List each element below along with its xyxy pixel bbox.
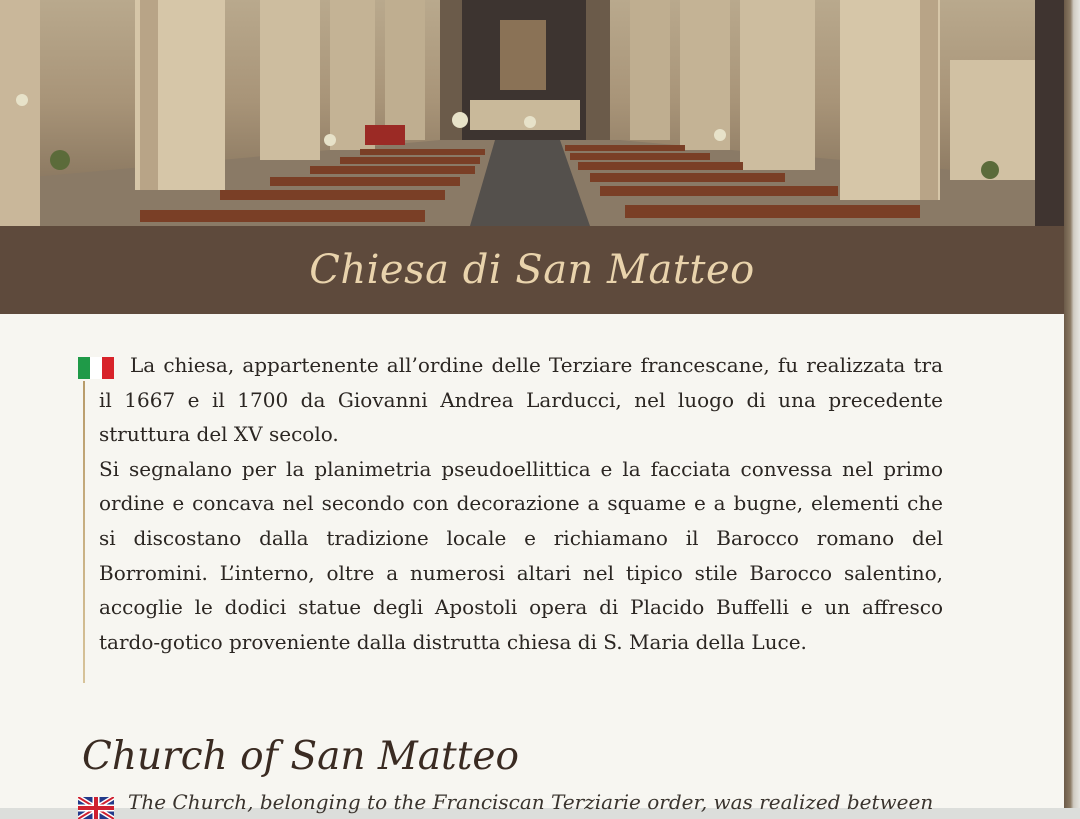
english-heading: Church of San Matteo [82,734,519,779]
church-interior-illustration [0,0,1064,226]
decorative-divider [83,381,85,683]
italian-description [99,348,943,659]
italian-paragraph-2: Si segnalano per la planimetria pseudoellittica e la facciata convessa nel primo ordine e concava nel secondo con decorazione a squame e a bugne, elementi che si discostano dalla tradizione locale e richiamano il Barocco romano del Borromini. L’interno, oltre a numerosi altari nel tipico stile Barocco salentino, accoglie le dodici statue degli Apostoli opera di Placido Buffelli e un affresco tardo-gotico proveniente dalla distrutta chiesa di S. Maria della Luce. [99,456,943,654]
uk-flag-icon [78,797,114,819]
binding-edge [1064,0,1080,808]
english-paragraph-start: The Church, belonging to the Franciscan Terziarie order, was realized between [128,790,934,814]
page-title: Chiesa di San Matteo [309,247,755,293]
church-interior-photo [0,0,1064,226]
title-band [0,226,1064,314]
italian-paragraph-1: La chiesa, appartenente all’ordine delle Terziare francescane, fu realizzata tra il 1667 e il 1700 da Giovanni Andrea Larducci, nel luogo di una precedente struttura del XV secolo. [99,353,943,447]
